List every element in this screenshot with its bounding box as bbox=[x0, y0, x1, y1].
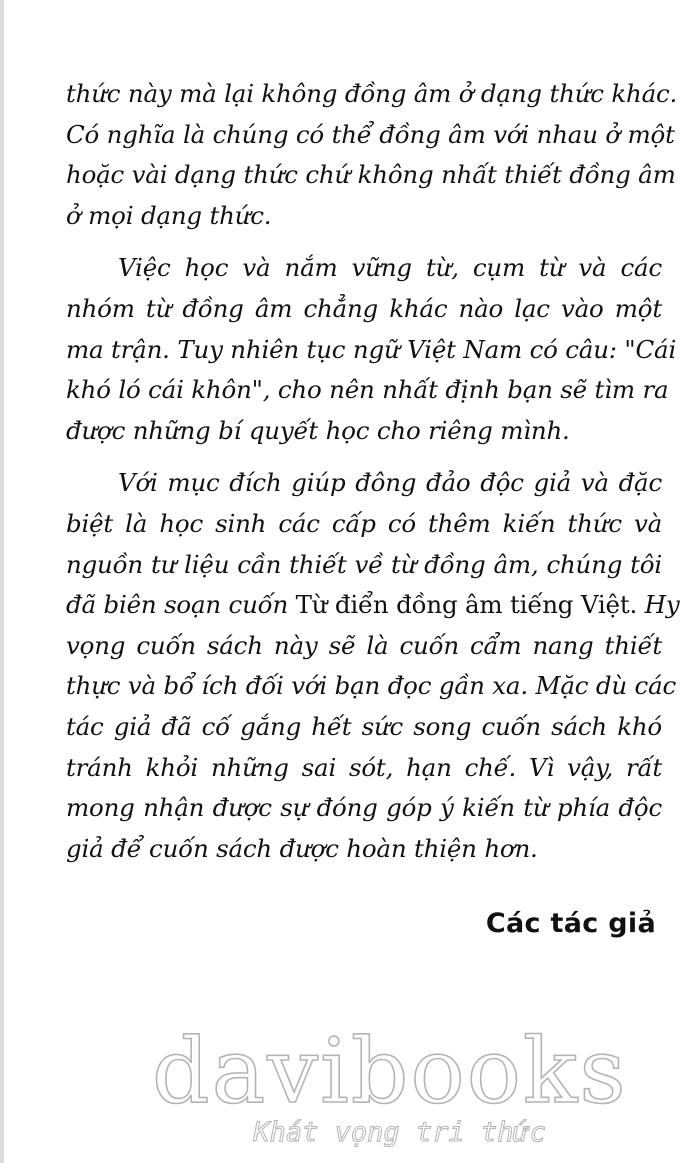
text-line: Có nghĩa là chúng có thể đồng âm với nhau ở một bbox=[66, 119, 675, 149]
text-line-with-title bbox=[66, 585, 680, 626]
body-text bbox=[66, 74, 680, 869]
text-fragment: Hy bbox=[637, 590, 680, 620]
text-line: Với mục đích giúp đông đảo độc giả và đặc bbox=[118, 468, 662, 498]
publisher-watermark bbox=[152, 1019, 628, 1148]
paragraph-gap bbox=[66, 236, 662, 248]
text-line: giả để cuốn sách được hoàn thiện hơn. bbox=[66, 833, 538, 863]
text-line: nguồn tư liệu cần thiết về từ đồng âm, chúng tôi bbox=[66, 549, 662, 579]
text-line: mong nhận được sự đóng góp ý kiến từ phía độc bbox=[66, 793, 662, 823]
text-line: tác giả đã cố gắng hết sức song cuốn sách khó bbox=[66, 711, 662, 741]
book-title: Từ điển đồng âm tiếng Việt. bbox=[295, 590, 638, 620]
watermark-slogan: Khát vọng tri thức bbox=[253, 1117, 546, 1148]
text-fragment: đã biên soạn cuốn bbox=[66, 590, 296, 620]
author-signature: Các tác giả bbox=[485, 908, 656, 939]
page-left-edge bbox=[0, 0, 4, 1163]
text-line: thức này mà lại không đồng âm ở dạng thức khác. bbox=[66, 79, 678, 108]
paragraph-1 bbox=[66, 74, 678, 236]
text-line: biệt là học sinh các cấp có thêm kiến thức và bbox=[66, 508, 662, 538]
text-line: vọng cuốn sách này sẽ là cuốn cẩm nang thiết bbox=[66, 630, 662, 660]
text-line: ma trận. Tuy nhiên tục ngữ Việt Nam có câu: "Cái bbox=[66, 334, 677, 364]
watermark-brand: davibooks bbox=[152, 1019, 628, 1124]
text-line: thực và bổ ích đối với bạn đọc gần xa. Mặc dù các bbox=[66, 671, 677, 701]
text-line: được những bí quyết học cho riêng mình. bbox=[66, 415, 570, 445]
text-line: khó ló cái khôn", cho nên nhất định bạn sẽ tìm ra bbox=[66, 375, 669, 405]
text-line: nhóm từ đồng âm chẳng khác nào lạc vào một bbox=[66, 293, 662, 323]
text-line: tránh khỏi những sai sót, hạn chế. Vì vậy, rất bbox=[66, 752, 662, 782]
text-line: hoặc vài dạng thức chứ không nhất thiết đồng âm bbox=[66, 160, 676, 190]
paragraph-gap bbox=[66, 451, 662, 463]
paragraph-2 bbox=[66, 248, 677, 451]
paragraph-3 bbox=[66, 463, 680, 869]
text-line: ở mọi dạng thức. bbox=[66, 200, 272, 230]
text-line: Việc học và nắm vững từ, cụm từ và các bbox=[118, 253, 662, 283]
